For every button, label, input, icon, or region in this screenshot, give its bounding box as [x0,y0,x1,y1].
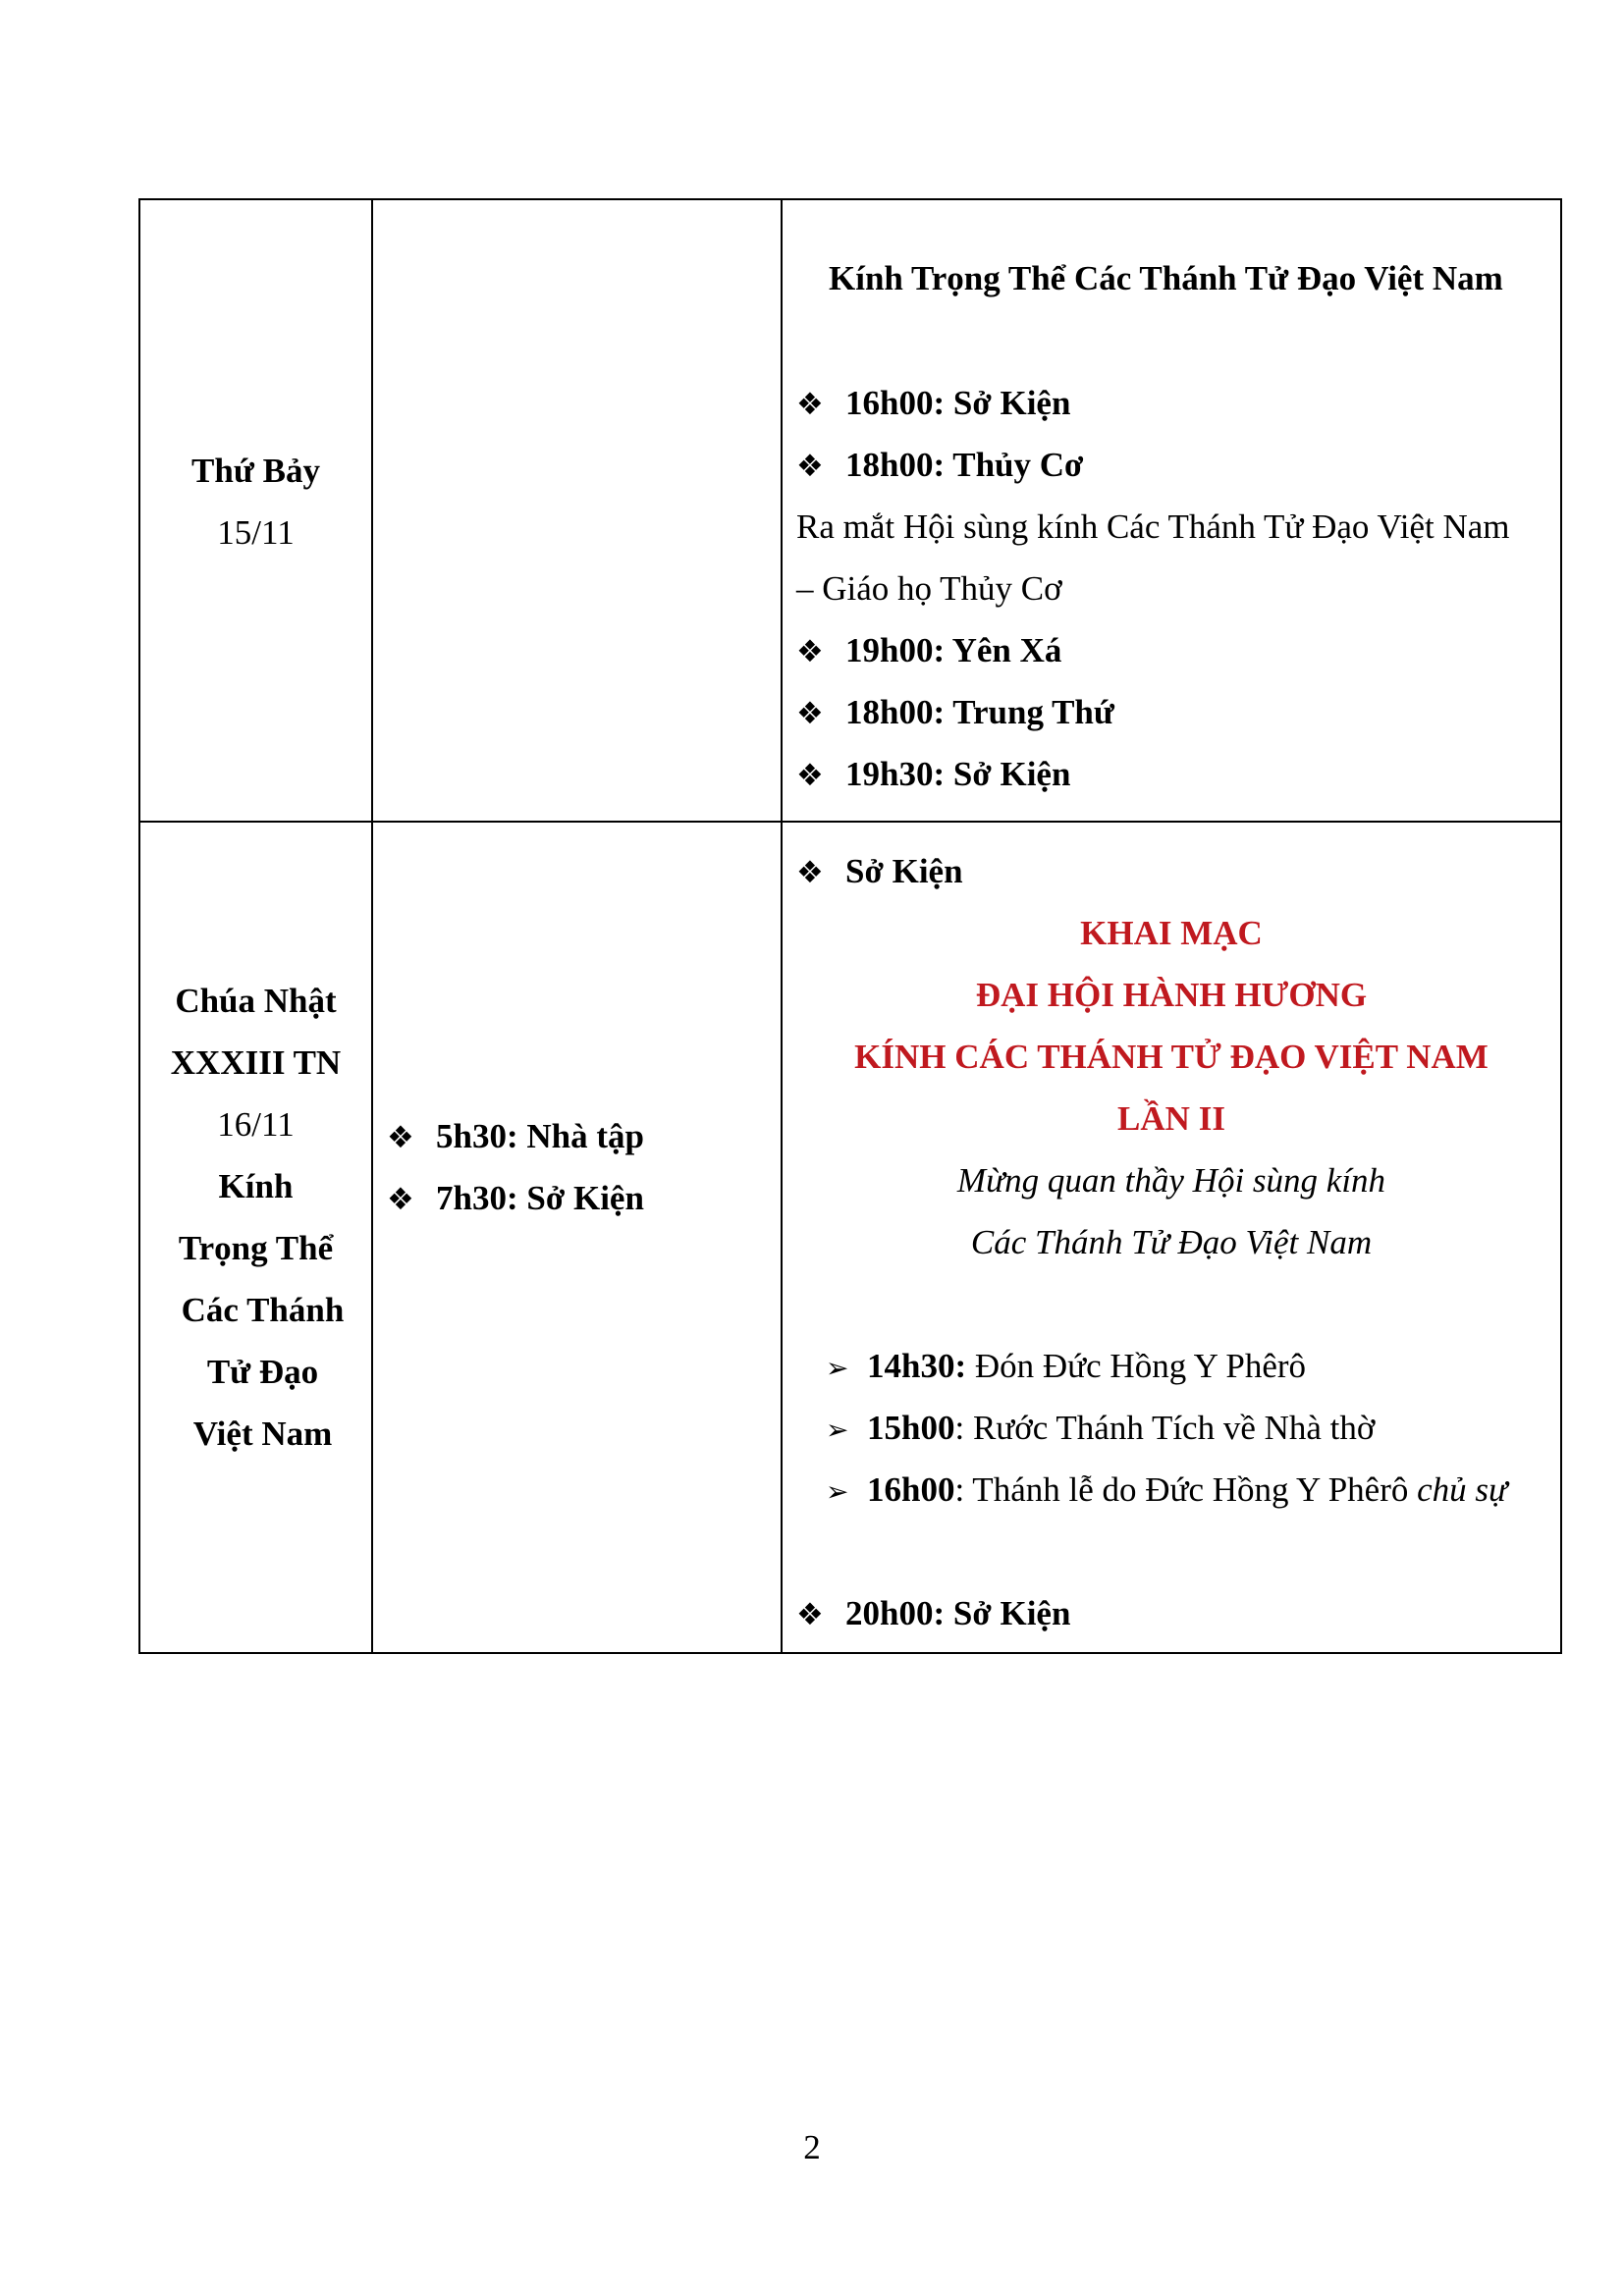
diamond-bullet-icon: ❖ [796,855,824,890]
schedule-table [138,198,1562,1654]
diamond-bullet-icon: ❖ [796,634,824,669]
event-title-line: LẦN II [1117,1099,1225,1138]
feast-heading: Kính Trọng Thể Các Thánh Tử Đạo Việt Nam [829,259,1503,297]
arrow-bullet-icon: ➢ [826,1352,849,1384]
day-label [140,440,371,563]
list-note: Ra mắt Hội sùng kính Các Thánh Tử Đạo Việt Nam [796,507,1510,546]
day-label [140,970,371,1465]
morning-cell [372,199,782,822]
arrow-bullet-icon: ➢ [826,1475,849,1508]
list-item: ❖ 18h00: Trung Thứ [796,693,1114,731]
day-name: Thứ Bảy [191,452,320,490]
diamond-bullet-icon: ❖ [796,696,824,731]
morning-cell [372,822,782,1653]
day-cell [139,199,372,822]
program-item: ➢ 15h00: Rước Thánh Tích về Nhà thờ [826,1409,1375,1450]
list-item: ❖ 20h00: Sở Kiện [796,1594,1071,1632]
list-note: – Giáo họ Thủy Cơ [796,569,1062,608]
page-number: 2 [803,2128,821,2166]
feast-line: Tử Đạo [206,1353,319,1391]
event-title-line: KÍNH CÁC THÁNH TỬ ĐẠO VIỆT NAM [854,1038,1489,1076]
list-item: ❖ 16h00: Sở Kiện [796,384,1071,422]
day-cell [139,822,372,1653]
feast-line: Trọng Thể [178,1229,334,1267]
diamond-bullet-icon: ❖ [796,387,824,422]
diamond-bullet-icon: ❖ [387,1182,414,1217]
diamond-bullet-icon: ❖ [796,758,824,793]
day-name-line: XXXIII TN [170,1043,342,1082]
feast-line: Kính [218,1167,294,1205]
list-item: ❖ 19h30: Sở Kiện [796,755,1071,793]
day-date: 16/11 [217,1105,295,1144]
day-name-line: Chúa Nhật [175,982,337,1020]
event-title-line: ĐẠI HỘI HÀNH HƯƠNG [975,976,1368,1014]
list-item: ❖ 19h00: Yên Xá [796,631,1062,669]
list-item: ❖ 7h30: Sở Kiện [387,1179,644,1217]
event-subtitle-line: Mừng quan thầy Hội sùng kính [956,1161,1386,1200]
arrow-bullet-icon: ➢ [826,1414,849,1446]
diamond-bullet-icon: ❖ [796,449,824,484]
table-row-sunday [139,822,1561,1653]
feast-line: Các Thánh [181,1291,345,1329]
list-item: ❖ 18h00: Thủy Cơ [796,446,1084,484]
event-subtitle-line: Các Thánh Tử Đạo Việt Nam [970,1223,1373,1261]
day-date: 15/11 [217,513,295,552]
table-row-saturday [139,199,1561,822]
diamond-bullet-icon: ❖ [387,1120,414,1155]
events-cell [782,199,1561,822]
list-item: ❖ 5h30: Nhà tập [387,1117,644,1155]
program-item: ➢ 14h30: Đón Đức Hồng Y Phêrô [826,1347,1306,1388]
list-item: ❖ Sở Kiện [796,852,963,890]
feast-line: Việt Nam [192,1415,333,1453]
event-title-line: KHAI MẠC [1080,914,1263,952]
events-cell [782,822,1561,1653]
diamond-bullet-icon: ❖ [796,1597,824,1632]
program-item: ➢ 16h00: Thánh lễ do Đức Hồng Y Phêrô chủ sự [826,1470,1507,1512]
